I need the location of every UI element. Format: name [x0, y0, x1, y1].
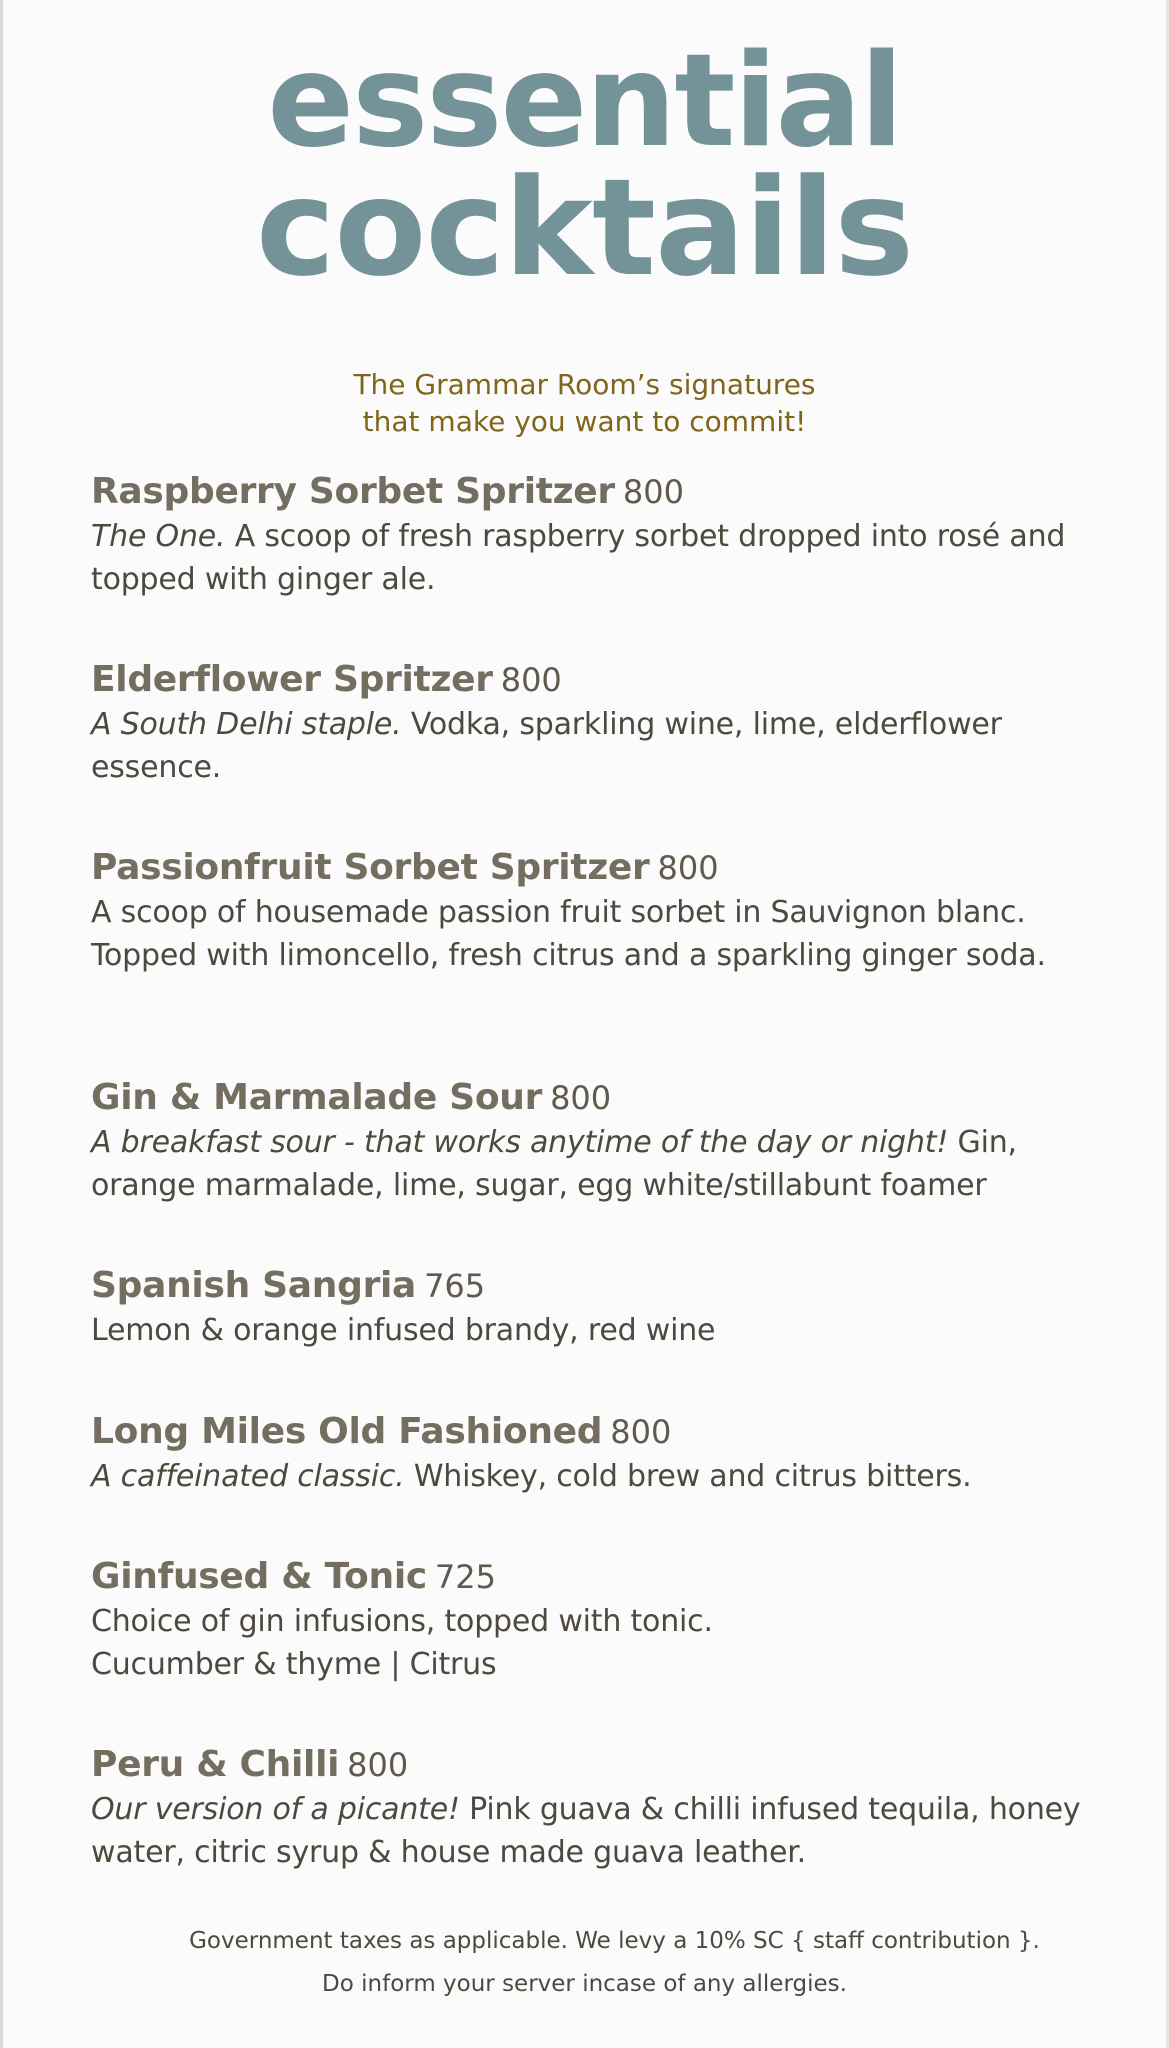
footer-taxes-note: Government taxes as applicable. We levy a 10% SC { staff contribution }.: [189, 1928, 1040, 1954]
item-heading: [91, 1410, 1101, 1454]
item-price: 725: [434, 1558, 496, 1596]
subtitle-line-2: that make you want to commit!: [362, 405, 807, 438]
item-heading: [91, 658, 1101, 702]
item-price: 800: [610, 1413, 672, 1451]
item-description: [91, 1788, 1101, 1874]
subtitle-line-1: The Grammar Room’s signatures: [353, 368, 816, 401]
item-description-text: Vodka, sparkling wine, lime, elderflower essence.: [91, 707, 1002, 785]
item-description-options: Cucumber & thyme | Citrus: [91, 1647, 497, 1682]
cocktail-item-passionfruit-sorbet-spritzer: [91, 846, 1101, 977]
cocktail-item-spanish-sangria: [91, 1264, 1101, 1352]
item-description: [91, 1600, 1101, 1686]
item-price: 800: [550, 1079, 612, 1117]
cocktail-item-long-miles-old-fashioned: [91, 1410, 1101, 1498]
item-price: 765: [424, 1267, 486, 1305]
item-price: 800: [500, 661, 562, 699]
cocktail-item-elderflower-spritzer: [91, 658, 1101, 789]
menu-header: [0, 27, 1169, 306]
cocktail-item-peru-chilli: [91, 1743, 1101, 1874]
item-tagline: Our version of a picante!: [91, 1792, 460, 1827]
item-tagline: A South Delhi staple.: [91, 707, 402, 742]
item-description-text: A scoop of housemade passion fruit sorbet in Sauvignon blanc. Topped with limoncello, fresh citrus and a sparkling ginger soda.: [91, 895, 1046, 973]
item-name: Gin & Marmalade Sour: [91, 1077, 543, 1118]
item-description-text: Pink guava & chilli infused tequila, honey water, citric syrup & house made guava leather.: [91, 1792, 1081, 1870]
page-border-left: [0, 0, 3, 2048]
item-name: Raspberry Sorbet Spritzer: [91, 471, 615, 512]
item-description: [91, 891, 1101, 977]
item-name: Passionfruit Sorbet Spritzer: [91, 847, 650, 888]
item-description-text: Gin, orange marmalade, lime, sugar, egg white/stillabunt foamer: [91, 1125, 1017, 1203]
menu-title-line-2: cocktails: [255, 150, 914, 306]
item-description-text: Lemon & orange infused brandy, red wine: [91, 1313, 716, 1348]
item-heading: [91, 1264, 1101, 1308]
item-price: 800: [347, 1746, 409, 1784]
item-description: [91, 703, 1101, 789]
item-price: 800: [657, 849, 719, 887]
item-description: [91, 1309, 1101, 1352]
menu-footer: [0, 1920, 1169, 2006]
item-tagline: A caffeinated classic.: [91, 1459, 405, 1494]
item-price: 800: [622, 473, 684, 511]
item-tagline: A breakfast sour - that works anytime of the day or night!: [91, 1125, 949, 1160]
cocktail-item-raspberry-sorbet-spritzer: [91, 470, 1101, 601]
item-heading: [91, 470, 1101, 514]
item-description: [91, 1121, 1101, 1207]
item-tagline: The One.: [91, 519, 226, 554]
menu-title-line-1: essential: [267, 27, 902, 176]
item-description-text: A scoop of fresh raspberry sorbet dropped into rosé and topped with ginger ale.: [91, 519, 1066, 597]
footer-allergy-note: Do inform your server incase of any allergies.: [322, 1971, 847, 1997]
item-heading: [91, 1743, 1101, 1787]
item-description: [91, 1455, 1101, 1498]
cocktail-item-gin-marmalade-sour: [91, 1076, 1101, 1207]
item-description: [91, 515, 1101, 601]
item-name: Long Miles Old Fashioned: [91, 1411, 603, 1452]
item-name: Peru & Chilli: [91, 1744, 340, 1785]
item-description-text: Whiskey, cold brew and citrus bitters.: [404, 1459, 972, 1494]
item-heading: [91, 846, 1101, 890]
item-name: Ginfused & Tonic: [91, 1556, 427, 1597]
item-name: Spanish Sangria: [91, 1265, 417, 1306]
item-heading: [91, 1076, 1101, 1120]
item-name: Elderflower Spritzer: [91, 659, 493, 700]
menu-subtitle: [0, 366, 1169, 440]
cocktail-item-ginfused-tonic: [91, 1555, 1101, 1686]
item-description-text: Choice of gin infusions, topped with tonic.: [91, 1604, 713, 1639]
item-heading: [91, 1555, 1101, 1599]
